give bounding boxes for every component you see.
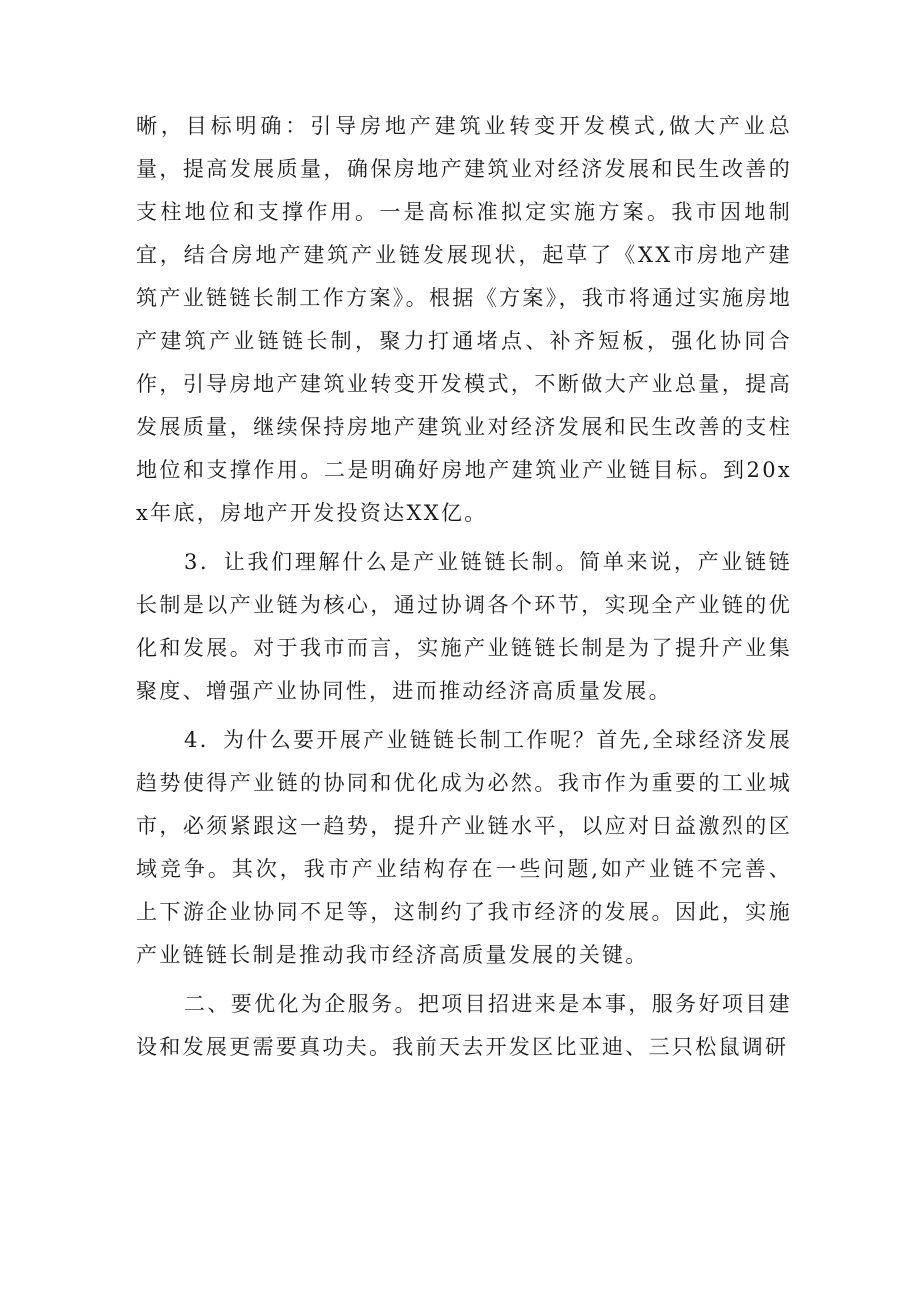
paragraph-item-3: 3．让我们理解什么是产业链链长制。简单来说，产业链链长制是以产业链为核心，通过协调各个环节，实现全产业链的优化和发展。对于我市而言，实施产业链链长制是为了提升产业集聚度、增强产业协同性，进而推动经济高质量发展。 <box>136 550 792 703</box>
document-body <box>136 105 792 1069</box>
paragraph-section-2: 二、要优化为企服务。把项目招进来是本事，服务好项目建设和发展更需要真功夫。我前天去开发区比亚迪、三只松鼠调研 <box>136 992 792 1059</box>
paragraph-item-4: 4．为什么要开展产业链链长制工作呢？首先,全球经济发展趋势使得产业链的协同和优化成为必然。我市作为重要的工业城市，必须紧跟这一趋势，提升产业链水平，以应对日益激烈的区域竞争。其次，我市产业结构存在一些问题,如产业链不完善、上下游企业协同不足等，这制约了我市经济的发展。因此，实施产业链链长制是推动我市经济高质量发展的关键。 <box>136 728 792 967</box>
paragraph-continuation: 晰，目标明确：引导房地产建筑业转变开发模式,做大产业总量，提高发展质量，确保房地产建筑业对经济发展和民生改善的支柱地位和支撑作用。一是高标准拟定实施方案。我市因地制宜，结合房地产建筑产业链发展现状，起草了《XX市房地产建筑产业链链长制工作方案》。根据《方案》，我市将通过实施房地产建筑产业链链长制，聚力打通堵点、补齐短板，强化协同合作，引导房地产建筑业转变开发模式，不断做大产业总量，提高发展质量，继续保持房地产建筑业对经济发展和民生改善的支柱地位和支撑作用。二是明确好房地产建筑业产业链目标。到20xx年底，房地产开发投资达XX亿。 <box>136 114 792 525</box>
